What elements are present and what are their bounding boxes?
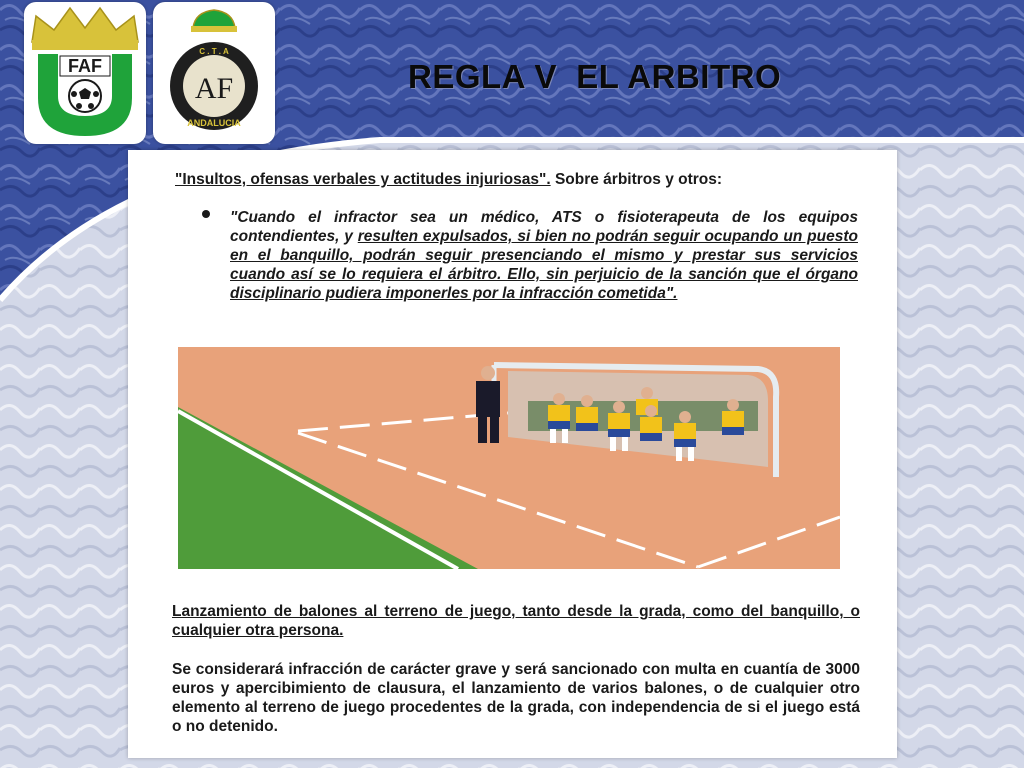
quoted-rule <box>230 208 858 303</box>
cta-andalucia-logo <box>153 2 275 144</box>
section-heading <box>175 170 865 189</box>
sanction-paragraph: Se considerará infracción de carácter grave y será sancionado con multa en cuantía de 3000 euros y apercibimiento de clausura, el lanzamiento de varios balones, o de cualquier otro elemento al terreno de juego procedentes de la grada, con independencia de si el juego está o no detenido. <box>172 661 860 735</box>
faf-logo <box>24 2 146 144</box>
slide-title: REGLA V EL ARBITRO <box>408 58 782 95</box>
section-heading-underlined: "Insultos, ofensas verbales y actitudes injuriosas". <box>175 171 551 188</box>
cta-crest-icon <box>153 2 275 144</box>
bench-illustration <box>178 347 840 569</box>
cta-bottom-text: ANDALUCIA <box>187 118 241 128</box>
cta-monogram: AF <box>194 72 234 105</box>
bullet-icon <box>202 210 210 218</box>
section-heading-rest: Sobre árbitros y otros: <box>550 171 723 188</box>
faf-crest-icon <box>24 2 146 144</box>
document-page <box>128 150 897 758</box>
quoted-rule-plain: "Cuando el infractor sea un médico, ATS o fisioterapeuta de los equipos contendientes, y <box>230 209 858 245</box>
throwing-balls-heading: Lanzamiento de balones al terreno de juego, tanto desde la grada, como del banquillo, o cualquier otra persona. <box>172 603 860 639</box>
quoted-rule-underlined: resulten expulsados, si bien no podrán seguir ocupando un puesto en el banquillo, podrán seguir presenciando el mismo y prestar sus servicios cuando así se lo requiera el árbitro. Ello, sin perjuicio de la sanción que el órgano disciplinario pudiera imponerles por la infracción cometida". <box>230 228 858 302</box>
cta-top-text: C . T . A <box>199 47 229 56</box>
faf-logo-text: FAF <box>68 56 102 76</box>
